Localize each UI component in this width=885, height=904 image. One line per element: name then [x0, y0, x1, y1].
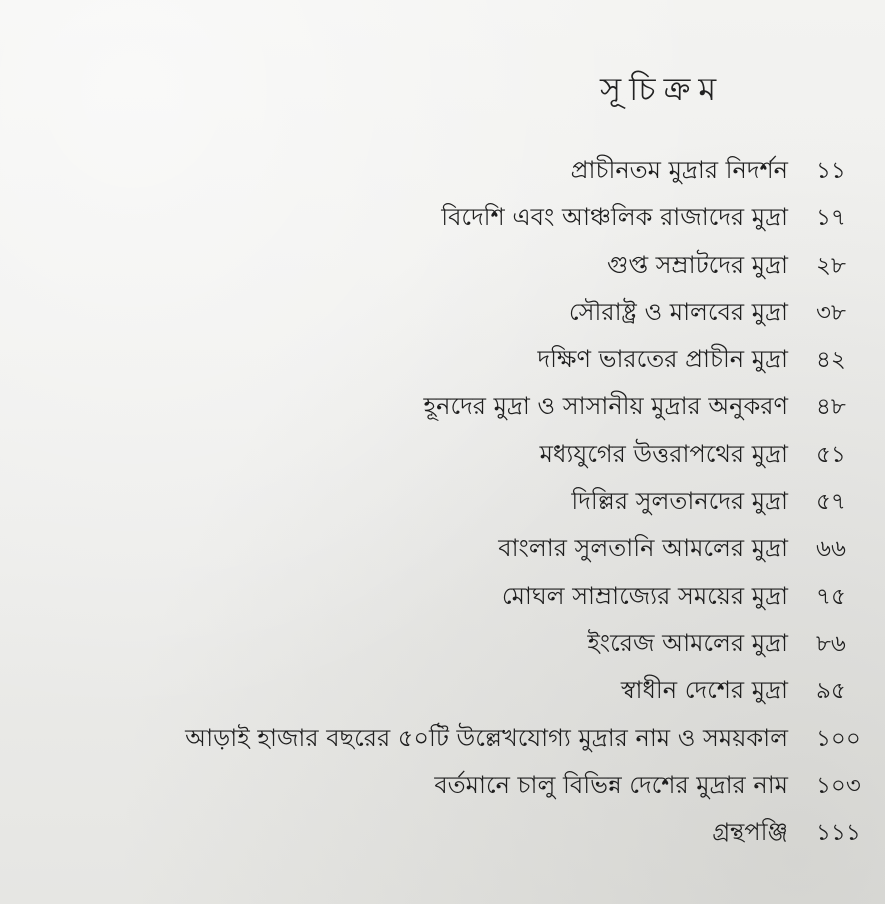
toc-entry-page: ৭৫	[816, 583, 846, 610]
toc-entry-page: ২৮	[816, 252, 846, 279]
toc-entry-title: মোঘল সাম্রাজ্যের সময়ের মুদ্রা	[501, 581, 788, 610]
toc-row	[20, 436, 860, 483]
toc-entry-page: ১০৩	[816, 772, 861, 799]
toc-entry-title: গুপ্ত সম্রাটদের মুদ্রা	[607, 250, 788, 279]
toc-entry-title: স্বাধীন দেশের মুদ্রা	[620, 676, 788, 705]
toc-entry-title: দিল্লির সুলতানদের মুদ্রা	[571, 487, 788, 516]
toc-row	[20, 341, 860, 388]
toc-entry-page: ৯৫	[816, 678, 846, 705]
toc-row	[20, 294, 860, 341]
toc-entry-page: ৩৮	[816, 299, 846, 326]
toc-entry-title: মধ্যযুগের উত্তরাপথের মুদ্রা	[539, 439, 788, 468]
toc-row	[20, 483, 860, 530]
toc-entry-title: গ্রন্থপঞ্জি	[712, 818, 788, 847]
toc-entry-title: আড়াই হাজার বছরের ৫০টি উল্লেখযোগ্য মুদ্রার নাম ও সময়কাল	[185, 723, 788, 752]
toc-entry-title: সৌরাষ্ট্র ও মালবের মুদ্রা	[568, 297, 788, 326]
toc-entry-page: ৬৬	[816, 536, 846, 563]
toc-entry-page: ৫৭	[816, 489, 846, 516]
toc-row	[20, 625, 860, 672]
toc-row	[20, 530, 860, 577]
toc-row	[20, 247, 860, 294]
toc-entry-title: বাংলার সুলতানি আমলের মুদ্রা	[498, 534, 788, 563]
toc-entry-page: ৪৮	[816, 394, 846, 421]
toc-entry-title: বর্তমানে চালু বিভিন্ন দেশের মুদ্রার নাম	[434, 770, 788, 799]
toc-entry-title: ইংরেজ আমলের মুদ্রা	[587, 628, 788, 657]
toc-entry-page: ৮৬	[816, 630, 846, 657]
toc-row	[20, 152, 860, 199]
toc-row	[20, 720, 860, 767]
page-title: সূচিক্রম	[600, 70, 725, 108]
table-of-contents	[20, 152, 860, 861]
toc-entry-page: ৫১	[816, 441, 846, 468]
toc-row	[20, 199, 860, 246]
toc-entry-page: ১৭	[816, 205, 846, 232]
toc-row	[20, 767, 860, 814]
toc-entry-page: ১১	[816, 158, 846, 184]
toc-row	[20, 388, 860, 435]
toc-row	[20, 814, 860, 861]
toc-entry-title: হূনদের মুদ্রা ও সাসানীয় মুদ্রার অনুকরণ	[423, 392, 788, 421]
toc-entry-page: ৪২	[816, 347, 846, 374]
toc-entry-title: দক্ষিণ ভারতের প্রাচীন মুদ্রা	[537, 345, 788, 374]
toc-row	[20, 578, 860, 625]
toc-row	[20, 672, 860, 719]
toc-entry-page: ১০০	[816, 725, 861, 752]
toc-entry-title: প্রাচীনতম মুদ্রার নিদর্শন	[570, 156, 788, 184]
toc-entry-page: ১১১	[816, 820, 861, 847]
toc-entry-title: বিদেশি এবং আঞ্চলিক রাজাদের মুদ্রা	[441, 203, 788, 232]
